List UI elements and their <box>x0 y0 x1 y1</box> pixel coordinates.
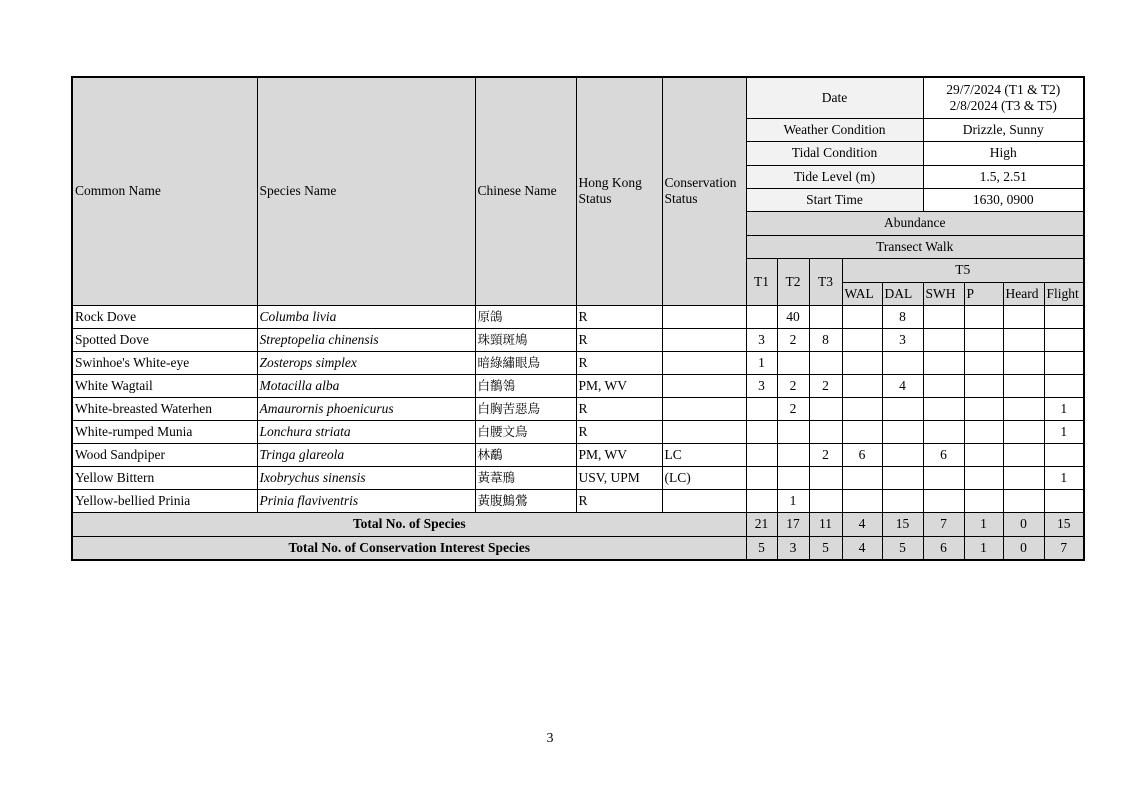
count-swh-cell <box>923 328 964 351</box>
header-chinese-name: Chinese Name <box>475 77 576 305</box>
conservation-status-cell <box>662 374 746 397</box>
header-p: P <box>964 282 1003 305</box>
count-wal-cell <box>842 466 882 489</box>
transect-walk-header: Transect Walk <box>746 235 1084 258</box>
count-t2-cell <box>777 466 809 489</box>
count-p-cell <box>964 489 1003 512</box>
count-dal-cell <box>882 489 923 512</box>
count-p-cell <box>964 466 1003 489</box>
count-dal-cell: 3 <box>882 328 923 351</box>
conservation-status-cell <box>662 397 746 420</box>
abundance-header: Abundance <box>746 211 1084 235</box>
header-conservation-status: Conservation Status <box>662 77 746 305</box>
table-row <box>72 397 1084 420</box>
common-name-cell: Yellow-bellied Prinia <box>72 489 257 512</box>
count-swh-cell <box>923 420 964 443</box>
totals-row <box>72 512 1084 536</box>
count-t2-cell: 2 <box>777 374 809 397</box>
count-heard-cell <box>1003 351 1044 374</box>
header-flight: Flight <box>1044 282 1084 305</box>
date-label: Date <box>746 77 923 118</box>
totals-label: Total No. of Species <box>72 512 746 536</box>
count-wal-cell: 6 <box>842 443 882 466</box>
count-flight-cell: 1 <box>1044 420 1084 443</box>
hk-status-cell: R <box>576 328 662 351</box>
count-flight-cell <box>1044 374 1084 397</box>
conservation-status-cell <box>662 420 746 443</box>
count-t2-cell <box>777 351 809 374</box>
weather-label: Weather Condition <box>746 118 923 141</box>
total-flight-cell: 7 <box>1044 536 1084 560</box>
hk-status-cell: R <box>576 397 662 420</box>
total-swh-cell: 6 <box>923 536 964 560</box>
count-wal-cell <box>842 351 882 374</box>
count-t3-cell: 2 <box>809 374 842 397</box>
count-swh-cell: 6 <box>923 443 964 466</box>
count-flight-cell: 1 <box>1044 466 1084 489</box>
tidal-value: High <box>923 141 1084 165</box>
count-t3-cell <box>809 305 842 328</box>
start-time-value: 1630, 0900 <box>923 188 1084 211</box>
header-t5: T5 <box>842 258 1084 282</box>
count-t1-cell <box>746 397 777 420</box>
count-t2-cell: 2 <box>777 328 809 351</box>
total-wal-cell: 4 <box>842 536 882 560</box>
species-name-cell: Motacilla alba <box>257 374 475 397</box>
count-t1-cell: 3 <box>746 328 777 351</box>
common-name-cell: Swinhoe's White-eye <box>72 351 257 374</box>
total-dal-cell: 15 <box>882 512 923 536</box>
count-flight-cell <box>1044 489 1084 512</box>
count-t1-cell <box>746 466 777 489</box>
count-t3-cell <box>809 420 842 443</box>
count-t1-cell <box>746 305 777 328</box>
count-swh-cell <box>923 466 964 489</box>
count-t3-cell <box>809 397 842 420</box>
common-name-cell: Spotted Dove <box>72 328 257 351</box>
count-dal-cell: 8 <box>882 305 923 328</box>
species-name-cell: Ixobrychus sinensis <box>257 466 475 489</box>
conservation-status-cell <box>662 328 746 351</box>
header-wal: WAL <box>842 282 882 305</box>
header-common-name: Common Name <box>72 77 257 305</box>
count-t2-cell <box>777 420 809 443</box>
table-row <box>72 374 1084 397</box>
total-t2-cell: 3 <box>777 536 809 560</box>
count-t3-cell <box>809 466 842 489</box>
header-t3: T3 <box>809 258 842 305</box>
common-name-cell: White-rumped Munia <box>72 420 257 443</box>
total-p-cell: 1 <box>964 512 1003 536</box>
count-t1-cell <box>746 489 777 512</box>
count-t2-cell: 1 <box>777 489 809 512</box>
conservation-status-cell <box>662 489 746 512</box>
count-wal-cell <box>842 374 882 397</box>
bird-survey-table <box>71 76 1085 561</box>
common-name-cell: Yellow Bittern <box>72 466 257 489</box>
hk-status-cell: PM, WV <box>576 443 662 466</box>
chinese-name-cell: 白鶺鴒 <box>475 374 576 397</box>
total-t2-cell: 17 <box>777 512 809 536</box>
table-body <box>72 77 1084 560</box>
hk-status-cell: R <box>576 305 662 328</box>
count-t3-cell: 2 <box>809 443 842 466</box>
count-t2-cell: 2 <box>777 397 809 420</box>
header-species-name: Species Name <box>257 77 475 305</box>
hk-status-cell: R <box>576 351 662 374</box>
count-wal-cell <box>842 328 882 351</box>
species-name-cell: Streptopelia chinensis <box>257 328 475 351</box>
header-heard: Heard <box>1003 282 1044 305</box>
count-flight-cell <box>1044 328 1084 351</box>
count-flight-cell <box>1044 305 1084 328</box>
total-heard-cell: 0 <box>1003 512 1044 536</box>
species-name-cell: Tringa glareola <box>257 443 475 466</box>
total-heard-cell: 0 <box>1003 536 1044 560</box>
count-p-cell <box>964 374 1003 397</box>
chinese-name-cell: 暗綠繡眼鳥 <box>475 351 576 374</box>
tide-level-label: Tide Level (m) <box>746 165 923 188</box>
count-heard-cell <box>1003 397 1044 420</box>
count-heard-cell <box>1003 374 1044 397</box>
start-time-label: Start Time <box>746 188 923 211</box>
count-dal-cell <box>882 397 923 420</box>
count-dal-cell: 4 <box>882 374 923 397</box>
tide-level-value: 1.5, 2.51 <box>923 165 1084 188</box>
count-wal-cell <box>842 420 882 443</box>
count-p-cell <box>964 397 1003 420</box>
table-row <box>72 351 1084 374</box>
total-swh-cell: 7 <box>923 512 964 536</box>
totals-row <box>72 536 1084 560</box>
header-dal: DAL <box>882 282 923 305</box>
count-t1-cell <box>746 420 777 443</box>
hk-status-cell: R <box>576 420 662 443</box>
count-heard-cell <box>1003 305 1044 328</box>
table-row <box>72 443 1084 466</box>
species-name-cell: Lonchura striata <box>257 420 475 443</box>
common-name-cell: Wood Sandpiper <box>72 443 257 466</box>
count-flight-cell <box>1044 351 1084 374</box>
tidal-label: Tidal Condition <box>746 141 923 165</box>
chinese-name-cell: 林鷸 <box>475 443 576 466</box>
species-name-cell: Amaurornis phoenicurus <box>257 397 475 420</box>
count-swh-cell <box>923 489 964 512</box>
total-flight-cell: 15 <box>1044 512 1084 536</box>
common-name-cell: White-breasted Waterhen <box>72 397 257 420</box>
date-value-line-1: 29/7/2024 (T1 & T2) <box>946 81 1061 97</box>
count-swh-cell <box>923 351 964 374</box>
total-dal-cell: 5 <box>882 536 923 560</box>
chinese-name-cell: 黃腹鷦鶯 <box>475 489 576 512</box>
count-wal-cell <box>842 305 882 328</box>
count-dal-cell <box>882 466 923 489</box>
count-wal-cell <box>842 489 882 512</box>
table-row <box>72 420 1084 443</box>
chinese-name-cell: 原鴿 <box>475 305 576 328</box>
total-wal-cell: 4 <box>842 512 882 536</box>
hk-status-cell: R <box>576 489 662 512</box>
count-dal-cell <box>882 443 923 466</box>
date-value-line-2: 2/8/2024 (T3 & T5) <box>949 97 1057 113</box>
total-t3-cell: 5 <box>809 536 842 560</box>
table-row <box>72 489 1084 512</box>
conservation-status-cell: (LC) <box>662 466 746 489</box>
count-t1-cell: 3 <box>746 374 777 397</box>
chinese-name-cell: 珠頸斑鳩 <box>475 328 576 351</box>
total-t1-cell: 5 <box>746 536 777 560</box>
total-p-cell: 1 <box>964 536 1003 560</box>
count-t2-cell <box>777 443 809 466</box>
totals-label: Total No. of Conservation Interest Species <box>72 536 746 560</box>
species-name-cell: Columba livia <box>257 305 475 328</box>
count-p-cell <box>964 328 1003 351</box>
count-t3-cell <box>809 489 842 512</box>
count-heard-cell <box>1003 443 1044 466</box>
count-wal-cell <box>842 397 882 420</box>
count-t2-cell: 40 <box>777 305 809 328</box>
table-row <box>72 305 1084 328</box>
date-value <box>923 77 1084 118</box>
count-swh-cell <box>923 397 964 420</box>
table-row <box>72 328 1084 351</box>
species-name-cell: Zosterops simplex <box>257 351 475 374</box>
table-row <box>72 466 1084 489</box>
count-swh-cell <box>923 374 964 397</box>
hk-status-cell: USV, UPM <box>576 466 662 489</box>
header-swh: SWH <box>923 282 964 305</box>
species-name-cell: Prinia flaviventris <box>257 489 475 512</box>
count-p-cell <box>964 443 1003 466</box>
count-t3-cell <box>809 351 842 374</box>
common-name-cell: White Wagtail <box>72 374 257 397</box>
count-t3-cell: 8 <box>809 328 842 351</box>
count-flight-cell <box>1044 443 1084 466</box>
chinese-name-cell: 黃葦鳽 <box>475 466 576 489</box>
count-heard-cell <box>1003 466 1044 489</box>
count-t1-cell: 1 <box>746 351 777 374</box>
conservation-status-cell <box>662 305 746 328</box>
conservation-status-cell <box>662 351 746 374</box>
weather-value: Drizzle, Sunny <box>923 118 1084 141</box>
total-t1-cell: 21 <box>746 512 777 536</box>
header-t2: T2 <box>777 258 809 305</box>
count-p-cell <box>964 305 1003 328</box>
header-hk-status: Hong Kong Status <box>576 77 662 305</box>
chinese-name-cell: 白胸苦惡鳥 <box>475 397 576 420</box>
count-dal-cell <box>882 351 923 374</box>
count-t1-cell <box>746 443 777 466</box>
count-dal-cell <box>882 420 923 443</box>
count-heard-cell <box>1003 420 1044 443</box>
count-flight-cell: 1 <box>1044 397 1084 420</box>
common-name-cell: Rock Dove <box>72 305 257 328</box>
chinese-name-cell: 白腰文鳥 <box>475 420 576 443</box>
count-p-cell <box>964 420 1003 443</box>
count-swh-cell <box>923 305 964 328</box>
hk-status-cell: PM, WV <box>576 374 662 397</box>
total-t3-cell: 11 <box>809 512 842 536</box>
count-heard-cell <box>1003 328 1044 351</box>
count-heard-cell <box>1003 489 1044 512</box>
count-p-cell <box>964 351 1003 374</box>
header-t1: T1 <box>746 258 777 305</box>
conservation-status-cell: LC <box>662 443 746 466</box>
page-number: 3 <box>546 731 554 746</box>
